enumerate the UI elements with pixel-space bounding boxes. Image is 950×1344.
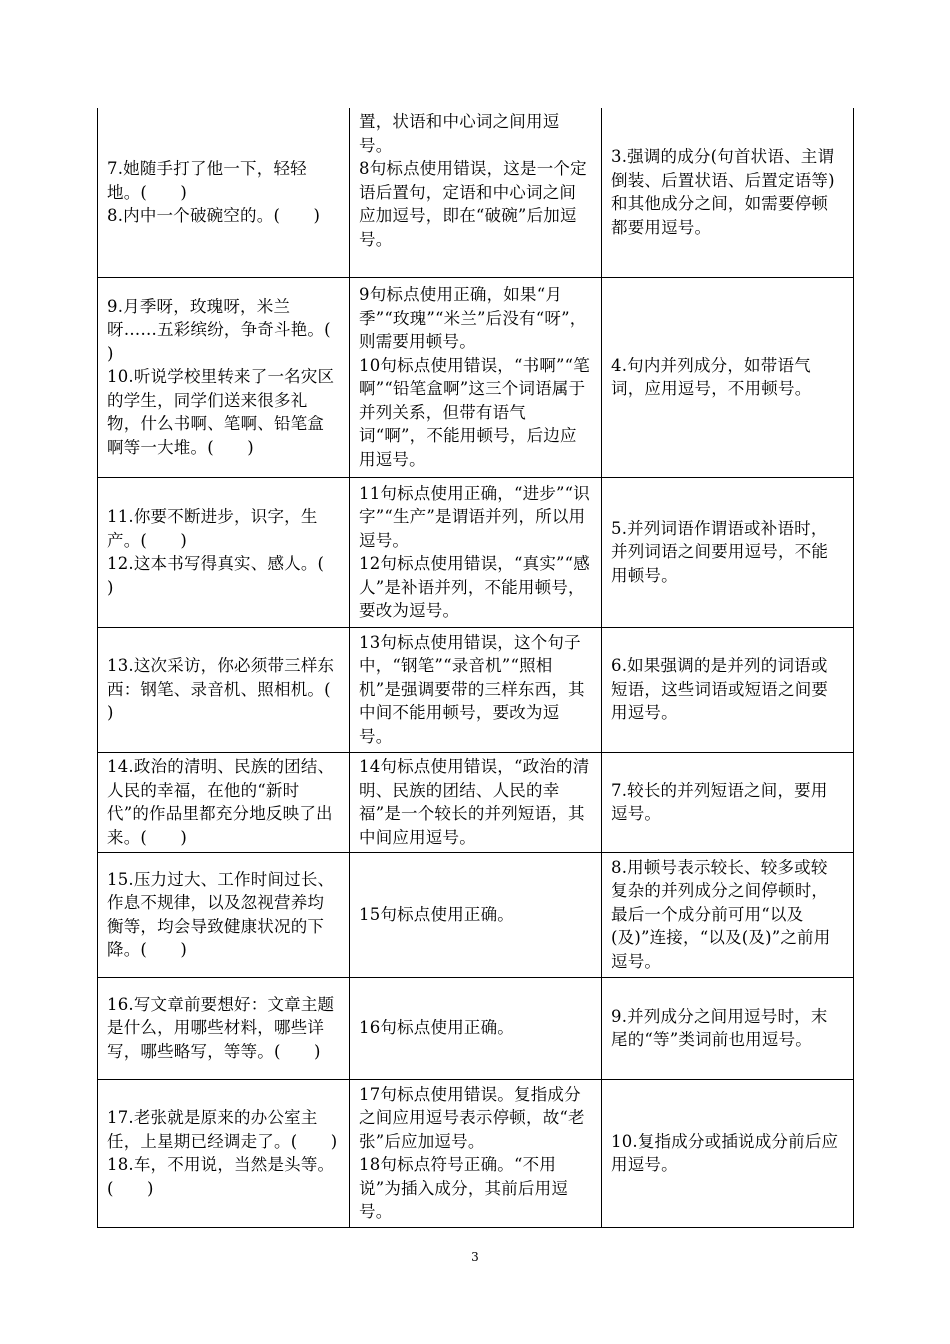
- question-text: 12.这本书写得真实、感人。( ): [107, 554, 358, 597]
- table-row: [98, 277, 854, 477]
- rule-text: 5.并列词语作谓语或补语时，并列词语之间要用逗号，不能用顿号。: [611, 518, 829, 585]
- question-cell: [98, 977, 350, 1079]
- question-cell: [98, 752, 350, 852]
- question-cell: [98, 627, 365, 752]
- rule-cell: [602, 977, 854, 1079]
- table-row: [98, 752, 854, 852]
- rule-text: 6.如果强调的是并列的词语或短语，这些词语或短语之间要用逗号。: [611, 656, 829, 723]
- question-cell: [98, 852, 350, 977]
- answer-text: 9句标点使用正确，如果“月季”“玫瑰”“米兰”后没有“呀”，则需要用顿号。: [359, 285, 587, 351]
- punctuation-table: [97, 108, 854, 1228]
- question-text: 16.写文章前要想好：文章主题是什么，用哪些材料，哪些详写，哪些略写，等等。( ): [107, 994, 335, 1061]
- page-number: 3: [471, 1250, 479, 1264]
- question-cell: [98, 277, 365, 477]
- answer-text: 11句标点使用正确，“进步”“识字”“生产”是谓语并列，所以用逗号。: [359, 483, 591, 550]
- rule-text: 7.较长的并列短语之间，要用逗号。: [611, 780, 828, 823]
- rule-cell: [602, 852, 854, 977]
- question-text: 7.她随手打了他一下，轻轻地。( ): [107, 159, 307, 202]
- answer-cell: [350, 627, 602, 752]
- answer-text: 18句标点符号正确。“不用说”为插入成分，其前后用逗号。: [359, 1155, 569, 1221]
- answer-cell: [350, 108, 602, 277]
- question-text: 10.听说学校里转来了一名灾区的学生，同学们送来很多礼物，什么书啊、笔啊、铅笔盒啊等一大堆。( ): [107, 367, 335, 457]
- question-cell: [98, 1079, 350, 1227]
- answer-cell: [350, 1079, 602, 1227]
- rule-text: 8.用顿号表示较长、较多或较复杂的并列成分之间停顿时，最后一个成分前可用“以及(及)”连接，“以及(及)”之前用逗号。: [611, 857, 831, 971]
- question-text: 14.政治的清明、民族的团结、人民的幸福，在他的“新时代”的作品里都充分地反映了出来。( ): [107, 757, 335, 847]
- answer-text: 置，状语和中心词之间用逗号。: [359, 112, 560, 155]
- answer-text: 17句标点使用错误。复指成分之间应用逗号表示停顿，故“老张”后应加逗号。: [359, 1084, 585, 1151]
- answer-cell: [350, 477, 602, 627]
- rule-text: 3.强调的成分(句首状语、主谓倒装、后置状语、后置定语等)和其他成分之间，如需要停顿都要用逗号。: [611, 147, 835, 237]
- rule-cell: [602, 477, 854, 627]
- table-row: [98, 108, 854, 277]
- answer-text: 14句标点使用错误，“政治的清明、民族的团结、人民的幸福”是一个较长的并列短语，其中间应用逗号。: [359, 757, 590, 847]
- table-row: [98, 852, 854, 977]
- question-text: 11.你要不断进步，识字，生产。( ): [107, 507, 318, 550]
- question-text: 8.内中一个破碗空的。( ): [107, 206, 321, 225]
- table-row: [98, 627, 854, 752]
- rule-cell: [602, 277, 854, 477]
- answer-text: 15句标点使用正确。: [359, 904, 514, 924]
- answer-text: 16句标点使用正确。: [359, 1018, 514, 1038]
- question-cell: [98, 477, 358, 627]
- rule-text: 10.复指成分或插说成分前后应用逗号。: [611, 1131, 839, 1174]
- question-text: 15.压力过大、工作时间过长、作息不规律，以及忽视营养均衡等，均会导致健康状况的下降。( ): [107, 869, 335, 959]
- answer-cell: [350, 277, 602, 477]
- answer-text: 8句标点使用错误，这是一个定语后置句，定语和中心词之间应加逗号，即在“破碗”后加逗号。: [359, 159, 587, 249]
- table-row: [98, 977, 854, 1079]
- table-row: [98, 1079, 854, 1227]
- answer-cell: [350, 752, 602, 852]
- rule-cell: [602, 627, 854, 752]
- answer-text: 13句标点使用错误，这个句子中，“钢笔”“录音机”“照相机”是强调要带的三样东西，其中间不能用顿号，要改为逗号。: [359, 632, 585, 746]
- question-text: 18.车，不用说，当然是头等。( ): [107, 1155, 335, 1198]
- question-text: 17.老张就是原来的办公室主任，上星期已经调走了。( ): [107, 1108, 338, 1151]
- answer-text: 12句标点使用错误，“真实”“感人”是补语并列，不能用顿号，要改为逗号。: [359, 554, 591, 620]
- rule-cell: [602, 1079, 854, 1227]
- question-text: 13.这次采访，你必须带三样东西：钢笔、录音机、照相机。( ): [107, 656, 365, 723]
- rule-cell: [602, 752, 854, 852]
- rule-cell: [602, 108, 854, 277]
- rule-text: 4.句内并列成分，如带语气词，应用逗号，不用顿号。: [611, 355, 812, 398]
- rule-text: 9.并列成分之间用逗号时，末尾的“等”类词前也用逗号。: [611, 1006, 828, 1049]
- question-text: 9.月季呀，玫瑰呀，米兰呀……五彩缤纷，争奇斗艳。( ): [107, 296, 365, 363]
- answer-cell: [350, 977, 602, 1079]
- answer-cell: [350, 852, 602, 977]
- answer-text: 10句标点使用错误，“书啊”“笔啊”“铅笔盒啊”这三个词语属于并列关系，但带有语气词“啊”，不能用顿号，后边应用逗号。: [359, 355, 591, 469]
- table-row: [98, 477, 854, 627]
- question-cell: [98, 108, 350, 277]
